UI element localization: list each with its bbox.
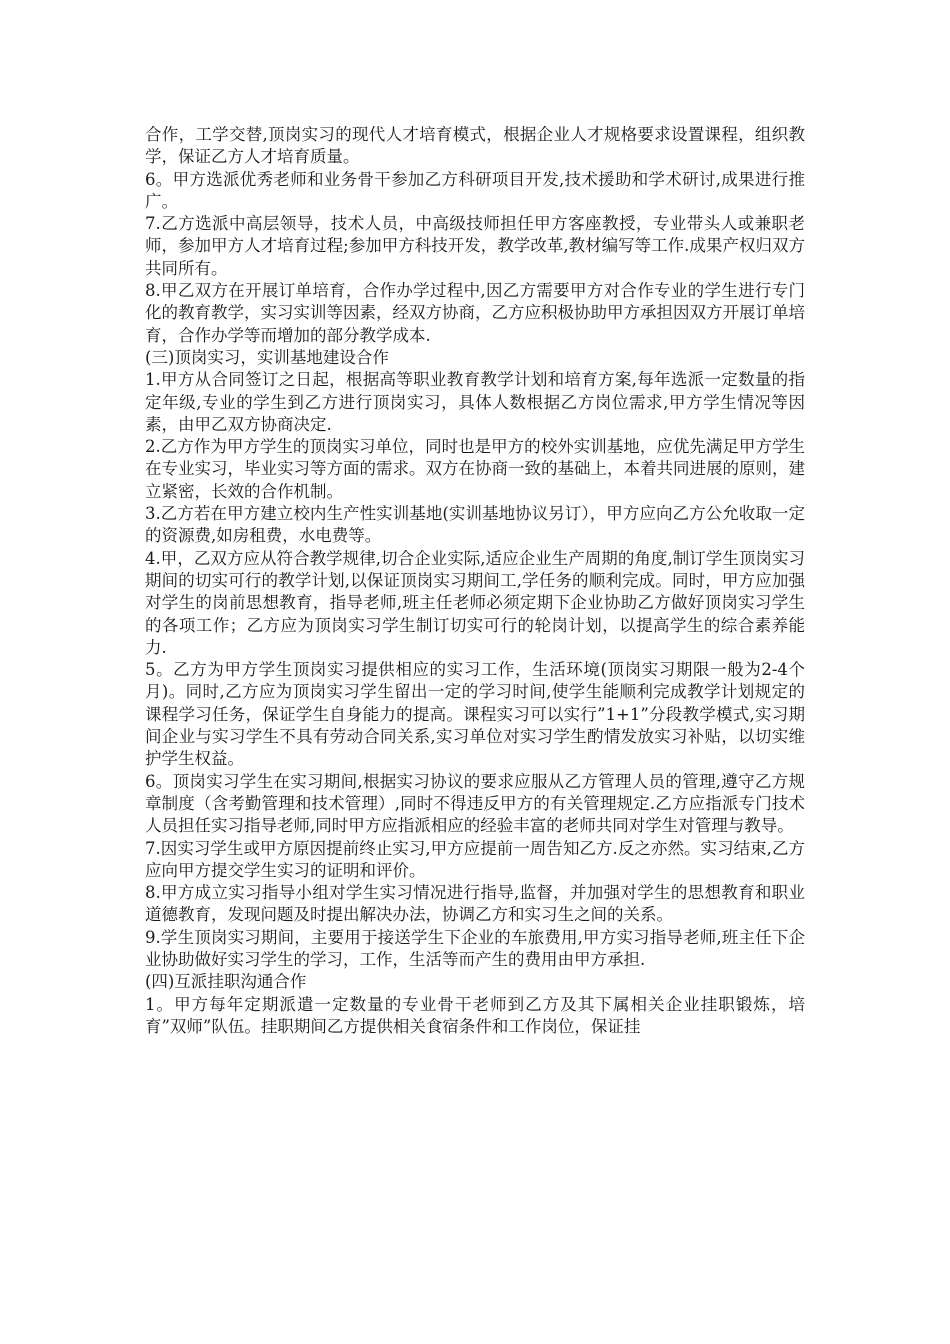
paragraph-13: 9.学生顶岗实习期间，主要用于接送学生下企业的车旅费用,甲方实习指导老师,班主任下企业协助做好实习学生的学习，工作，生活等而产生的费用由甲方承担. xyxy=(145,927,805,969)
paragraph-8: 4.甲，乙双方应从符合教学规律,切合企业实际,适应企业生产周期的角度,制订学生顶岗实习期间的切实可行的教学计划,以保证顶岗实习期间工,学任务的顺利完成。同时，甲方应加强对学生的岗前思想教育，指导老师,班主任老师必须定期下企业协助乙方做好顶岗实习学生的各项工作；乙方应为顶岗实习学生制订切实可行的轮岗计划，以提高学生的综合素养能力. xyxy=(145,548,805,657)
paragraph-3: 7.乙方选派中高层领导，技术人员，中高级技师担任甲方客座教授，专业带头人或兼职老师，参加甲方人才培育过程;参加甲方科技开发，教学改革,教材编写等工作.成果产权归双方共同所有。 xyxy=(145,214,805,278)
paragraph-9: 5。乙方为甲方学生顶岗实习提供相应的实习工作，生活环境(顶岗实习期限一般为2-4个月)。同时,乙方应为顶岗实习学生留出一定的学习时间,使学生能顺利完成教学计划规定的课程学习任务，保证学生自身能力的提高。课程实习可以实行”1+1”分段教学模式,实习期间企业与实习学生不具有劳动合同关系,实习单位对实习学生酌情发放实习补贴，以切实维护学生权益。 xyxy=(145,660,805,769)
paragraph-6: 2.乙方作为甲方学生的顶岗实习单位，同时也是甲方的校外实训基地，应优先满足甲方学生在专业实习，毕业实习等方面的需求。双方在协商一致的基础上，本着共同进展的原则，建立紧密，长效的合作机制。 xyxy=(145,437,805,501)
paragraph-5: 1.甲方从合同签订之日起，根据高等职业教育教学计划和培育方案,每年选派一定数量的指定年级,专业的学生到乙方进行顶岗实习，具体人数根据乙方岗位需求,甲方学生情况等因素，由甲乙双方协商决定. xyxy=(145,370,805,434)
paragraph-7: 3.乙方若在甲方建立校内生产性实训基地(实训基地协议另订），甲方应向乙方公允收取一定的资源费,如房租费，水电费等。 xyxy=(145,504,805,546)
paragraph-12: 8.甲方成立实习指导小组对学生实习情况进行指导,监督，并加强对学生的思想教育和职业道德教育，发现问题及时提出解决办法，协调乙方和实习生之间的关系。 xyxy=(145,883,805,925)
section-heading-3: (三)顶岗实习，实训基地建设合作 xyxy=(145,347,389,367)
section-heading-4: (四)互派挂职沟通合作 xyxy=(145,972,307,992)
document-body xyxy=(145,124,805,1038)
paragraph-2: 6。甲方选派优秀老师和业务骨干参加乙方科研项目开发,技术援助和学术研讨,成果进行推广。 xyxy=(145,169,805,211)
paragraph-4: 8.甲乙双方在开展订单培育，合作办学过程中,因乙方需要甲方对合作专业的学生进行专门化的教育教学，实习实训等因素，经双方协商，乙方应积极协助甲方承担因双方开展订单培育，合作办学等而增加的部分教学成本. xyxy=(145,281,805,345)
paragraph-14: 1。甲方每年定期派遣一定数量的专业骨干老师到乙方及其下属相关企业挂职锻炼，培育”双师”队伍。挂职期间乙方提供相关食宿条件和工作岗位，保证挂 xyxy=(145,994,805,1036)
paragraph-11: 7.因实习学生或甲方原因提前终止实习,甲方应提前一周告知乙方.反之亦然。实习结束,乙方应向甲方提交学生实习的证明和评价。 xyxy=(145,838,805,880)
paragraph-1: 合作，工学交替,顶岗实习的现代人才培育模式，根据企业人才规格要求设置课程，组织教学，保证乙方人才培育质量。 xyxy=(145,125,805,167)
paragraph-10: 6。顶岗实习学生在实习期间,根据实习协议的要求应服从乙方管理人员的管理,遵守乙方规章制度（含考勤管理和技术管理）,同时不得违反甲方的有关管理规定.乙方应指派专门技术人员担任实习指导老师,同时甲方应指派相应的经验丰富的老师共同对学生对管理与教导。 xyxy=(145,771,805,836)
